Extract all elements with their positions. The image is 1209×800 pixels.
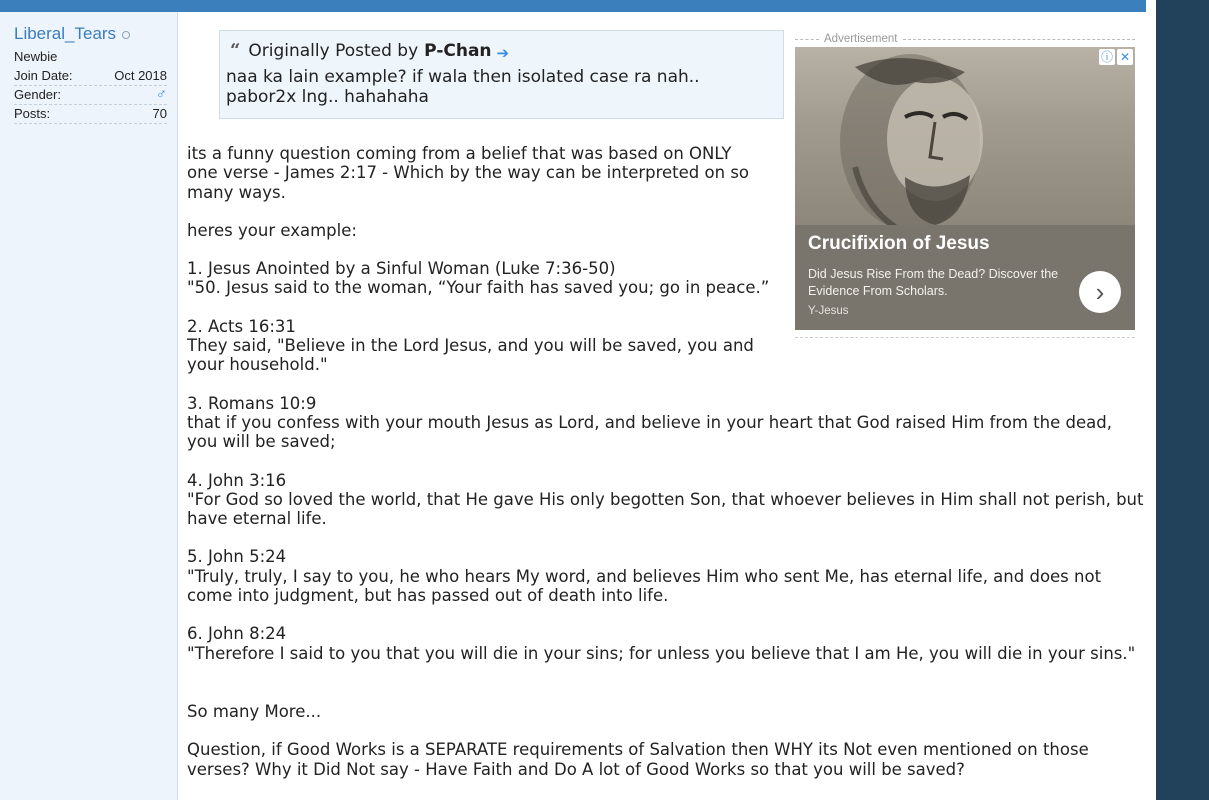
quote-box <box>219 30 784 119</box>
verse-3-ref: 3. Romans 10:9 <box>187 393 317 413</box>
user-sidebar <box>0 12 178 800</box>
ad-label: Advertisement <box>824 33 898 45</box>
join-date-row <box>14 68 167 86</box>
male-gender-icon: ♂ <box>155 86 167 103</box>
join-date-value: Oct 2018 <box>114 68 167 83</box>
post-question: Question, if Good Works is a SEPARATE requirements of Salvation then WHY its Not even mentioned on those verses? Why it Did Not say - Have Faith and Do A lot of Good Works so that you will be saved? <box>187 740 1089 779</box>
verse-3-text: that if you confess with your mouth Jesus as Lord, and believe in your heart that God raised Him from the dead, you will be saved; <box>187 412 1112 452</box>
gender-label: Gender: <box>14 87 61 102</box>
gender-row <box>14 87 167 105</box>
page-gutter <box>1146 0 1156 800</box>
quote-header <box>230 39 509 62</box>
verse-4-text: "For God so loved the world, that He gave His only begotten Son, that whoever believes in Him shall not perish, but have eternal life. <box>187 489 1144 529</box>
post-more: So many More... <box>187 701 322 721</box>
verse-5-text: "Truly, truly, I say to you, he who hears My word, and believes Him who sent Me, has eternal life, and does not come into judgment, but has passed out of death into life. <box>187 566 1102 606</box>
post-example-heading: heres your example: <box>187 220 357 240</box>
username-link[interactable]: Liberal_Tears <box>14 24 117 43</box>
verse-6-text: "Therefore I said to you that you will die in your sins; for unless you believe that I am He, you will die in your sins." <box>187 643 1136 663</box>
posts-label: Posts: <box>14 106 51 121</box>
verse-6-ref: 6. John 8:24 <box>187 624 287 644</box>
posts-count: 70 <box>152 106 167 121</box>
top-bar <box>0 0 1146 12</box>
quote-prefix: Originally Posted by <box>248 40 419 61</box>
quote-text: naa ka lain example? if wala then isolated case ra nah.. pabor2x lng.. hahahaha <box>226 67 700 107</box>
verse-1-text: "50. Jesus said to the woman, “Your faith has saved you; go in peace.” <box>187 278 770 298</box>
verse-4-ref: 4. John 3:16 <box>187 470 287 490</box>
ad-next-arrow-icon[interactable]: › <box>1079 271 1121 313</box>
ad-label-divider <box>903 39 1135 40</box>
view-post-arrow-icon[interactable]: ➔ <box>496 44 510 62</box>
offline-status-icon <box>122 31 130 39</box>
ad-close-icon[interactable]: ✕ <box>1117 49 1133 65</box>
posts-row <box>14 106 167 124</box>
post-intro: its a funny question coming from a belief that was based on ONLY one verse - James 2:17 - Which by the way can be interpreted on so many ways. <box>187 144 750 202</box>
ad-label-divider <box>795 39 819 40</box>
verse-2-text: They said, "Believe in the Lord Jesus, and you will be saved, you and your household." <box>187 336 754 375</box>
ad-source[interactable]: Y-Jesus <box>808 305 849 317</box>
ad-description[interactable]: Did Jesus Rise From the Dead? Discover the Evidence From Scholars. <box>808 267 1059 298</box>
verse-2-ref: 2. Acts 16:31 <box>187 316 296 336</box>
post-body <box>187 144 1147 779</box>
ad-info-icon[interactable]: ⓘ <box>1100 50 1113 64</box>
ad-label-row <box>795 31 1135 47</box>
ad-title[interactable]: Crucifixion of Jesus <box>808 233 990 254</box>
ad-badges <box>1099 49 1133 65</box>
username-row <box>14 24 130 44</box>
verse-5-ref: 5. John 5:24 <box>187 547 287 567</box>
join-date-label: Join Date: <box>14 68 73 83</box>
verse-1-ref: 1. Jesus Anointed by a Sinful Woman (Luke 7:36-50) <box>187 259 616 279</box>
user-rank: Newbie <box>14 49 58 64</box>
quote-author: P-Chan <box>424 40 492 61</box>
quote-icon: “ <box>230 40 241 61</box>
